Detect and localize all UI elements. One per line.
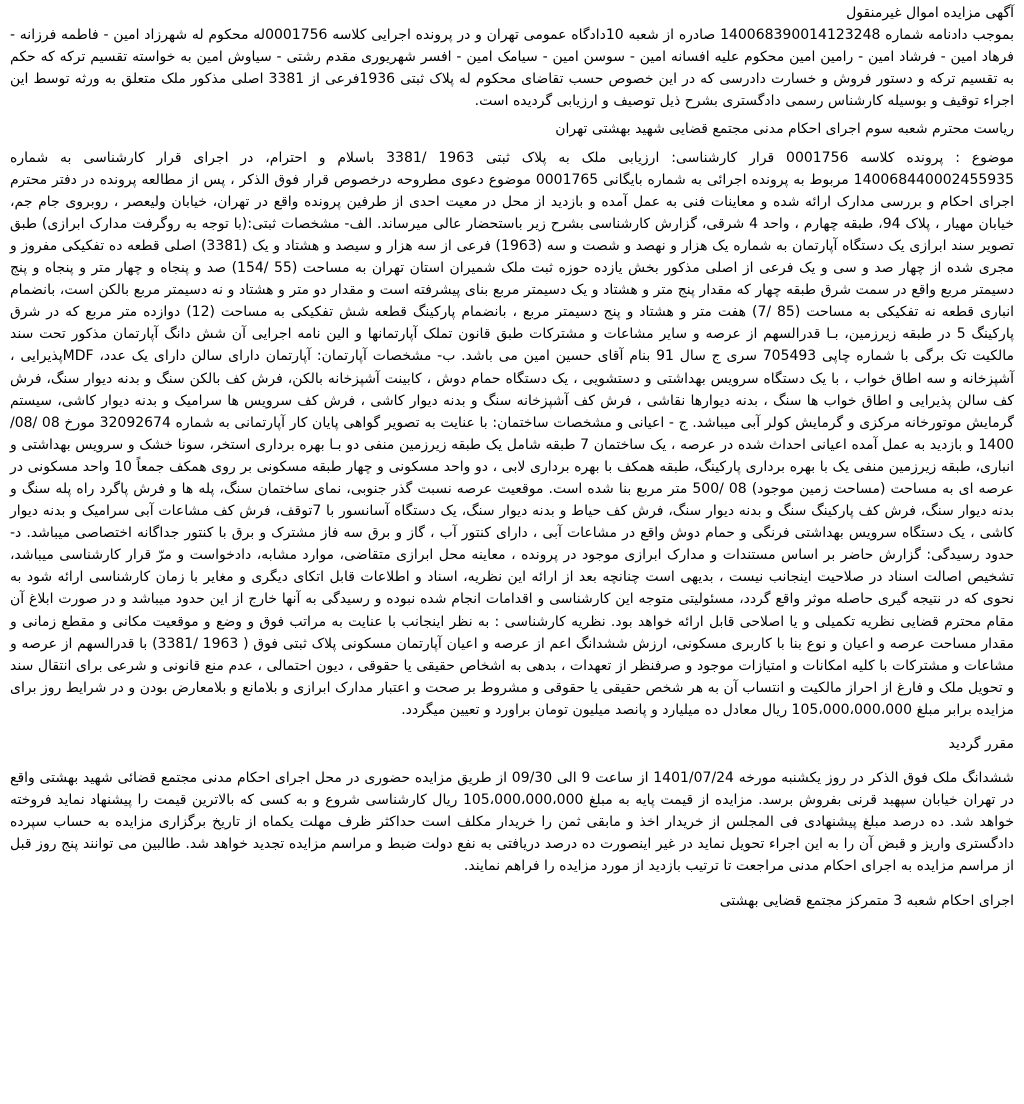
- auction-terms-paragraph: ششدانگ ملک فوق الذکر در روز یکشنبه مورخه 1401/07/24 از ساعت 9 الی 09/30 از طریق مزایده حضوری در محل اجرای احکام مدنی مجتمع قضائی شهید بهشتی واقع در تهران خیابان سپهبد قرنی بفروش برسد. مزایده از قیمت پایه به مبلغ 105،000،000،000 ریال کارشناسی شروع و به کسی که بالاترین قیمت را پیشنهاد نماید فروخته خواهد شد. ده درصد مبلغ پیشنهادی فی المجلس از خریدار اخذ و مابقی ثمن را خریدار مکلف است حداکثر ظرف مهلت یکماه از تاریخ برگزاری مزایده به حساب سپرده دادگستری واریز و قبض آن را به این اجراء تحویل نماید در غیر اینصورت ده درصد دریافتی به نفع دولت ضبط و مراسم مزایده تجدید خواهد شد. طالبین می توانند پنج روز قبل از مراسم مزایده به اجرای احکام مدنی مراجعت تا ترتیب بازدید از مورد مزایده را فراهم نمایند.: [10, 770, 1014, 875]
- spacer: [10, 878, 1014, 890]
- auction-notice-document: [10, 2, 1014, 912]
- intro-paragraph: بموجب دادنامه شماره 140068390014123248 صادره از شعبه 10دادگاه عمومی تهران و در پرونده اجرایی کلاسه 0001756له محکوم له شهرزاد امین - فاطمه فرزانه - فرهاد امین - فرشاد امین - رامین امین محکوم علیه افسانه امین - سوسن امین - سیامک امین - افسر شهریوری مقدم رشتی - سیاوش امین به خواسته تقسیم ترکه که حکم به تقسیم ترکه و دستور فروش و خسارت دادرسی که در این خصوص حسب تقاضای محکوم له پلاک ثبتی 1936فرعی از 3381 اصلی مذکور ملک متعلق به ورثه توسط این اجراء توقیف و بوسیله کارشناس رسمی دادگستری بشرح ذیل توصیف و ارزیابی گردیده است.: [10, 27, 1014, 110]
- addressee-line: ریاست محترم شعبه سوم اجرای احکام مدنی مجتمع قضایی شهید بهشتی تهران: [555, 121, 1014, 138]
- spacer: [10, 755, 1014, 767]
- spacer: [10, 721, 1014, 733]
- decision-label: مقرر گردید: [948, 736, 1014, 752]
- signature-line: اجرای احکام شعبه 3 متمرکز مجتمع قضایی بهشتی: [719, 892, 1014, 909]
- expert-report-paragraph: موضوع : پرونده کلاسه 0001756 قرار کارشناسی: ارزیابی ملک به پلاک ثبتی 1963 /3381 باسلام و احترام، در اجرای قرار کارشناسی به شماره 140068440002455935 مربوط به پرونده اجرائی به شماره بایگانی 0001765 موضوع دعوی مطروحه درخصوص قرار فوق الذکر ، پس از مطالعه پرونده در دفتر محترم اجرای احکام و بررسی مدارک ارائه شده و معاینات فنی به عمل آمده و بازدید از محل در معیت احدی از طرفین پرونده واقع در تهران، خیابان ولیعصر ، روبروی جام جم، خیابان مهیار ، پلاک 94، طبقه چهارم ، واحد 4 شرقی، گزارش کارشناسی بشرح زیر باستحضار عالی میرساند. الف- مشخصات ثبتی:(با توجه به روگرفت مدارک ابرازی) طبق تصویر سند ابرازی یک دستگاه آپارتمان به شماره یک هزار و نهصد و شصت و سه (1963) فرعی از سه هزار و سیصد و هشتاد و یک (3381) اصلی قطعه ده تفکیکی مفروز و مجری شده از چهار صد و سی و یک فرعی از اصلی مذکور بخش یازده حوزه ثبت ملک شمیران استان تهران به مساحت (55 /154) صد و پنجاه و چهار متر و پنجاه و پنج دسیمتر مربع واقع در سمت شرق طبقه چهار که مقدار پنج متر و هشتاد و یک دسیمتر مربع بنای پیشرفته است و مقدار دو متر و هشتاد و نه دسیمتر مربع بالکن است، بانضمام انباری قطعه نه تفکیکی به مساحت (85 /7) هفت متر و هشتاد و پنج دسیمتر مربع ، بانضمام پارکینگ قطعه شش تفکیکی به مساحت (12) دوازده متر مربع که در شرق پارکینگ 5 در طبقه زیرزمین، بـا قدرالسهم از عرصه و سایر مشاعات و مشترکات طبق قانون تملک آپارتمانها و الین نامه اجرایی آن شش دانگ آپارتمان مذکور تحت سند مالکیت تک برگی با شماره چاپی 705493 سری ج سال 91 بنام آقای حسین امین می باشد. ب- مشخصات آپارتمان: آپارتمان دارای سالن دارای یک عدد، MDFپذیرایی ، آشپزخانه و سه اطاق خواب ، با یک دستگاه سرویس بهداشتی و دستشویی ، یک دستگاه حمام دوش ، کابینت آشپزخانه بالکن، فرش کف بالکن سنگ و بدنه دیوار سنگ، فرش کف سالن پذیرایی و اطاق خواب ها سنگ ، بدنه دیوارها نقاشی ، فرش کف آشپزخانه سنگ و بدنه دیوار کاشی ، فرش کف سرویس ها سرامیک و بدنه دیوار کاشی، سیستم گرمایش موتورخانه مرکزی و گرمایش کولر آبی میباشد. ج - اعیانی و مشخصات ساختمان: با عنایت به تصویر گواهی پایان کار آپارتمانی به شماره 32092674 مورخ 08 /08/ 1400 و بازدید به عمل آمده اعیانی احداث شده در عرصه ، یک ساختمان 7 طبقه شامل یک طبقه زیرزمین منفی دو بـا بهره برداری استخر، سونا خشک و سرویس بهداشتی و انباری، طبقه زیرزمین منفی یک با بهره برداری پارکینگ، طبقه همکف با بهره برداری لابی ، دو واحد مسکونی و چهار طبقه مسکونی بر روی همکف جمعاً 10 واحد مسکونی در عرصه ای به مساحت (مساحت زمین موجود) 08 /500 متر مربع بنا شده است. موقعیت عرصه نسبت گذر جنوبی، نمای ساختمان سنگ، پله ها و فرش پاگرد راه پله سنگ و بدنه دیوار سنگ، فرش کف پارکینگ سنگ و بدنه دیوار سنگ، فرش کف حیاط و بدنه دیوار سنگ، یک دستگاه آسانسور با 7توقف، فرش کف مشاعات آبی سرامیک و بدنه دیوار کاشی ، یک دستگاه سرویس بهداشتی فرنگی و حمام دوش واقع در مشاعات آبی ، دارای کنتور آب ، گاز و برق سه فاز مشترک و برق با کنتور جداگانه اختصاصی میباشد. د- حدود رسیدگی: گزارش حاضر بر اساس مستندات و مدارک ابرازی موجود در پرونده ، معاینه محل ابرازی متقاضی، موارد مشابه، دادخواست و مرّ قرار کارشناسی میباشد، تشخیص اصالت اسناد در صلاحیت اینجانب نیست ، بدیهی است چنانچه بعد از ارائه این نظریه، اسناد و اطلاعات قابل اتکای دیگری و مغایر با زمان کارشناسی ارائه شود به نحوی که در نتیجه گیری حاصله موثر واقع گردد، مسئولیتی متوجه این کارشناسی و اقدامات انجام شده نبوده و رسیدگی به آنها خارج از این حدود میباشد و در صورت ابلاغ آن مقام محترم قضایی نظریه تکمیلی و یا اصلاحی قابل ارائه خواهد بود. نظریه کارشناسی : به نظر اینجانب با عنایت به مراتب فوق و وضع و موقعیت مکانی و مقطع زمانی و مقدار مساحت عرصه و اعیان و نوع بنا با کاربری مسکونی، ارزش ششدانگ اعم از عرصه و اعیان آپارتمان مسکونی پلاک ثبتی فوق ( 1963 /3381) با قدرالسهم از عرصه و مشاعات و مشترکات با کلیه امکانات و امتیازات موجود و صرفنظر از تعهدات ، بدهی به اشخاص حقیقی یا حقوقی ، دیون احتمالی ، عدم منع قانونی و شرعی برای انتقال سند و تحویل ملک و فارغ از احراز مالکیت و انتساب آن به هر شخص حقیقی یا حقوقی و مشروط بر صحت و اعتبار مدارک ابرازی و بلامانع و بلامعارض بودن و در شرایط روز برای مزایده برابر مبلغ 105،000،000،000 ریال معادل ده میلیارد و پانصد میلیون تومان براورد و تعیین میگردد.: [10, 149, 1015, 718]
- notice-title: آگهی مزایده اموال غیرمنقول: [846, 5, 1014, 21]
